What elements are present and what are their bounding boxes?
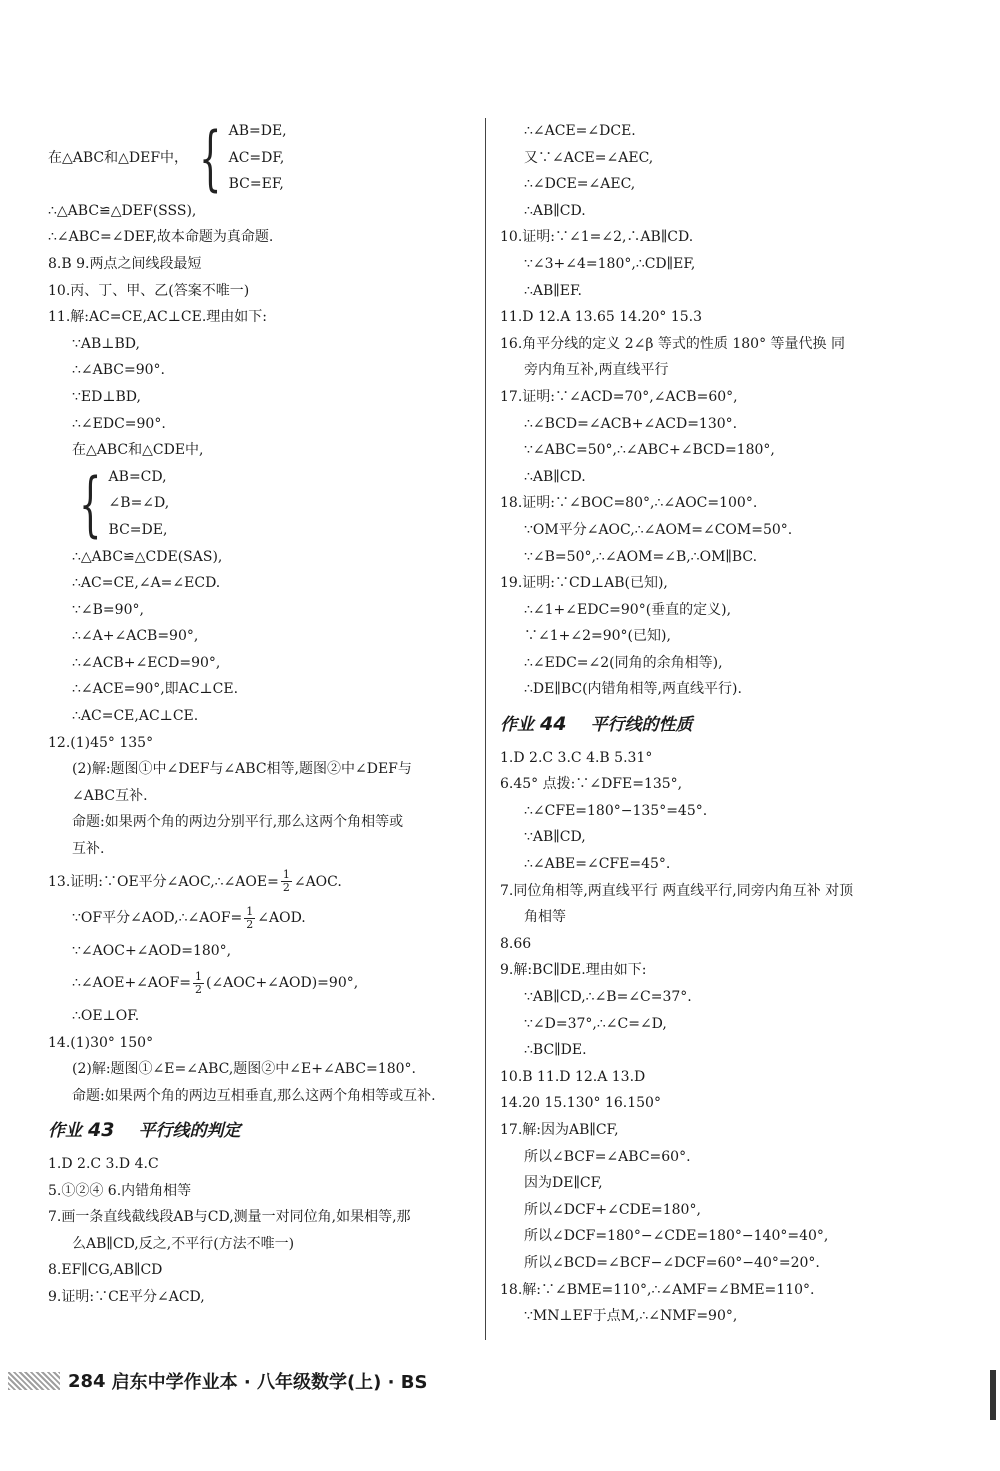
answer-line (48, 869, 476, 896)
answer-line: 所以∠DCF=180°−∠CDE=180°−140°=40°, (524, 1228, 829, 1245)
answer-line: ∴AB∥CD. (524, 202, 586, 219)
q7-brace-line: AC=DF, (228, 149, 285, 166)
answer-line: ∵∠B=50°,∴∠AOM=∠B,∴OM∥BC. (524, 548, 758, 565)
answer-line: ∵∠D=37°,∴∠C=∠D, (524, 1015, 667, 1032)
answer-line: ∵AB∥CD,∴∠B=∠C=37°. (524, 989, 692, 1005)
answer-line: 7.同位角相等,两直线平行 两直线平行,同旁内角互补 对顶 (500, 882, 854, 899)
answer-line: ∴∠ACB+∠ECD=90°, (72, 654, 221, 671)
answer-line: ∵MN⊥EF于点M,∴∠NMF=90°, (524, 1308, 738, 1325)
page-edge-mark (990, 1370, 996, 1420)
answer-line: 12.(1)45° 135° (48, 734, 154, 751)
q13-text: ∴∠AOE+∠AOF= (72, 975, 191, 992)
answer-line (48, 905, 476, 932)
answer-line: ∴∠EDC=∠2(同角的余角相等), (524, 654, 723, 671)
answer-line: 1.D 2.C 3.C 4.B 5.31° (500, 749, 653, 766)
answer-line: ∵∠3+∠4=180°,∴CD∥EF, (524, 255, 696, 272)
answer-line: ∴AC=CE,∠A=∠ECD. (72, 575, 221, 592)
heading-title: 平行线的判定 (138, 1121, 241, 1142)
page-number: 284 (68, 1370, 106, 1392)
q13-text: (∠AOC+∠AOD)=90°, (205, 975, 359, 992)
q13-text: 13.证明:∵OE平分∠AOC,∴∠AOE= (48, 873, 279, 890)
answer-line: ∴△ABC≌△CDE(SAS), (72, 548, 223, 565)
answer-line: 又∵∠ACE=∠AEC, (524, 149, 654, 166)
q11-brace-line: AB=CD, (108, 468, 167, 485)
fraction-numerator: 1 (194, 969, 202, 983)
answer-line: 19.证明:∵CD⊥AB(已知), (500, 575, 668, 592)
answer-line: 所以∠DCF+∠CDE=180°, (524, 1201, 701, 1218)
answer-line: 角相等 (524, 909, 566, 926)
answer-line: ∴∠EDC=90°. (72, 415, 166, 432)
answer-line: ∵AB∥CD, (524, 829, 586, 846)
answer-line: 8.B 9.两点之间线段最短 (48, 255, 202, 272)
heading-title: 平行线的性质 (590, 715, 693, 736)
answer-line: ∴∠ABE=∠CFE=45°. (524, 856, 671, 873)
answer-line: 在△ABC和△CDE中, (72, 442, 204, 459)
q7-brace-label: 在△ABC和△DEF中， (48, 149, 189, 166)
answer-line: 14.20 15.130° 16.150° (500, 1095, 661, 1112)
fraction-denominator: 2 (282, 881, 290, 895)
answer-line: ∴∠BCD=∠ACB+∠ACD=130°. (524, 415, 738, 432)
answer-line: ∴∠ACE=∠DCE. (524, 123, 636, 139)
answer-line: 9.证明:∵CE平分∠ACD, (48, 1288, 205, 1305)
answer-line: ∵∠B=90°, (72, 601, 144, 618)
q13-text: ∵OF平分∠AOD,∴∠AOF= (72, 910, 243, 927)
answer-line: ∴BC∥DE. (524, 1042, 587, 1059)
answer-line: ∴∠1+∠EDC=90°(垂直的定义), (524, 601, 732, 618)
answer-line: 命题:如果两个角的两边互相垂直,那么这两个角相等或互补. (72, 1087, 436, 1104)
answer-line: ∴OE⊥OF. (72, 1008, 140, 1024)
heading-number: 44 (540, 713, 567, 736)
answer-line: ∴AC=CE,AC⊥CE. (72, 708, 199, 725)
q11-brace-line: ∠B=∠D, (108, 495, 170, 512)
answer-line: 18.证明:∵∠BOC=80°,∴∠AOC=100°. (500, 495, 758, 512)
answer-line: ∴DE∥BC(内错角相等,两直线平行). (524, 681, 742, 698)
answer-line: 10.证明:∵∠1=∠2,∴AB∥CD. (500, 229, 694, 246)
answer-line: ∴∠ACE=90°,即AC⊥CE. (72, 681, 239, 698)
answer-line: (2)解:题图①中∠DEF与∠ABC相等,题图②中∠DEF与 (72, 761, 412, 778)
book-title: 启东中学作业本 · 八年级数学(上) · BS (111, 1372, 428, 1393)
q7-brace-line: BC=EF, (228, 176, 284, 193)
answer-line: ∵OM平分∠AOC,∴∠AOM=∠COM=50°. (524, 521, 793, 538)
answer-line: 命题:如果两个角的两边分别平行,那么这两个角相等或 (72, 814, 404, 831)
answer-line: 16.角平分线的定义 2∠β 等式的性质 180° 等量代换 同 (500, 335, 845, 352)
q13-text: ∠AOD. (257, 910, 306, 927)
answer-line: ∠ABC互补. (72, 787, 148, 804)
answer-line: 11.解:AC=CE,AC⊥CE.理由如下: (48, 309, 268, 326)
answer-line: ∴△ABC≌△DEF(SSS), (48, 202, 197, 219)
page-footer (8, 1366, 427, 1396)
heading-prefix: 作业 (500, 715, 534, 736)
answer-line: 9.解:BC∥DE.理由如下: (500, 962, 647, 979)
answer-line: ∴AB∥EF. (524, 282, 582, 299)
answer-line: ∵∠ABC=50°,∴∠ABC+∠BCD=180°, (524, 442, 775, 459)
answer-line: 11.D 12.A 13.65 14.20° 15.3 (500, 309, 702, 326)
answer-line: 14.(1)30° 150° (48, 1034, 154, 1051)
answer-line: ∵∠1+∠2=90°(已知), (524, 628, 671, 645)
answer-line: ∴AB∥CD. (524, 468, 586, 485)
fraction-denominator: 2 (194, 982, 202, 996)
q11-brace-line: BC=DE, (108, 521, 168, 538)
left-column (48, 118, 476, 1311)
left-brace-icon: { (199, 116, 222, 199)
answer-line: 因为DE∥CF, (524, 1175, 603, 1192)
answer-line: 8.EF∥CG,AB∥CD (48, 1262, 163, 1279)
decorative-pattern-icon (8, 1372, 60, 1390)
answer-line: 6.45° 点拨:∵∠DFE=135°, (500, 776, 683, 793)
answer-line: 所以∠BCF=∠ABC=60°. (524, 1148, 691, 1165)
section-heading-43 (48, 1117, 476, 1145)
answer-line: 1.D 2.C 3.D 4.C (48, 1155, 159, 1172)
fraction-one-half (244, 906, 255, 931)
right-column (500, 118, 952, 1330)
answer-line: 8.66 (500, 935, 532, 952)
answer-line: 10.B 11.D 12.A 13.D (500, 1068, 646, 1085)
left-brace-icon: { (79, 462, 102, 545)
answer-line: ∴∠DCE=∠AEC, (524, 176, 636, 193)
answer-line: 18.解:∵∠BME=110°,∴∠AMF=∠BME=110°. (500, 1281, 815, 1298)
answer-line: ∵ED⊥BD, (72, 388, 141, 405)
fraction-denominator: 2 (246, 917, 254, 931)
q13-text: ∠AOC. (293, 873, 342, 890)
fraction-one-half (281, 869, 292, 894)
answer-line: ∵AB⊥BD, (72, 335, 140, 352)
answer-line: 5.①②④ 6.内错角相等 (48, 1182, 192, 1199)
answer-line: 旁内角互补,两直线平行 (524, 362, 669, 379)
answer-line: ∴∠ABC=∠DEF,故本命题为真命题. (48, 229, 274, 246)
fraction-one-half (193, 971, 204, 996)
fraction-numerator: 1 (282, 868, 290, 882)
answer-line: ∴∠A+∠ACB=90°, (72, 628, 199, 645)
q11-brace-block (48, 464, 476, 544)
q7-brace-line: AB=DE, (228, 123, 287, 139)
answer-line: 17.解:因为AB∥CF, (500, 1121, 619, 1138)
q7-brace-block (48, 118, 476, 198)
answer-line (48, 970, 476, 997)
answer-line: ∵∠AOC+∠AOD=180°, (72, 942, 232, 959)
answer-line: (2)解:题图①∠E=∠ABC,题图②中∠E+∠ABC=180°. (72, 1061, 416, 1078)
section-heading-44 (500, 711, 952, 739)
answer-line: 17.证明:∵∠ACD=70°,∠ACB=60°, (500, 388, 738, 405)
column-divider (485, 118, 486, 1340)
answer-line: ∴∠CFE=180°−135°=45°. (524, 802, 708, 819)
fraction-numerator: 1 (246, 904, 254, 918)
answer-line: 么AB∥CD,反之,不平行(方法不唯一) (72, 1235, 295, 1252)
heading-number: 43 (88, 1119, 115, 1142)
heading-prefix: 作业 (48, 1121, 82, 1142)
answer-line: 互补. (72, 841, 105, 858)
answer-line: 所以∠BCD=∠BCF−∠DCF=60°−40°=20°. (524, 1254, 820, 1271)
answer-line: 7.画一条直线截线段AB与CD,测量一对同位角,如果相等,那 (48, 1209, 411, 1226)
answer-line: 10.丙、丁、甲、乙(答案不唯一) (48, 282, 250, 299)
answer-line: ∴∠ABC=90°. (72, 362, 166, 379)
